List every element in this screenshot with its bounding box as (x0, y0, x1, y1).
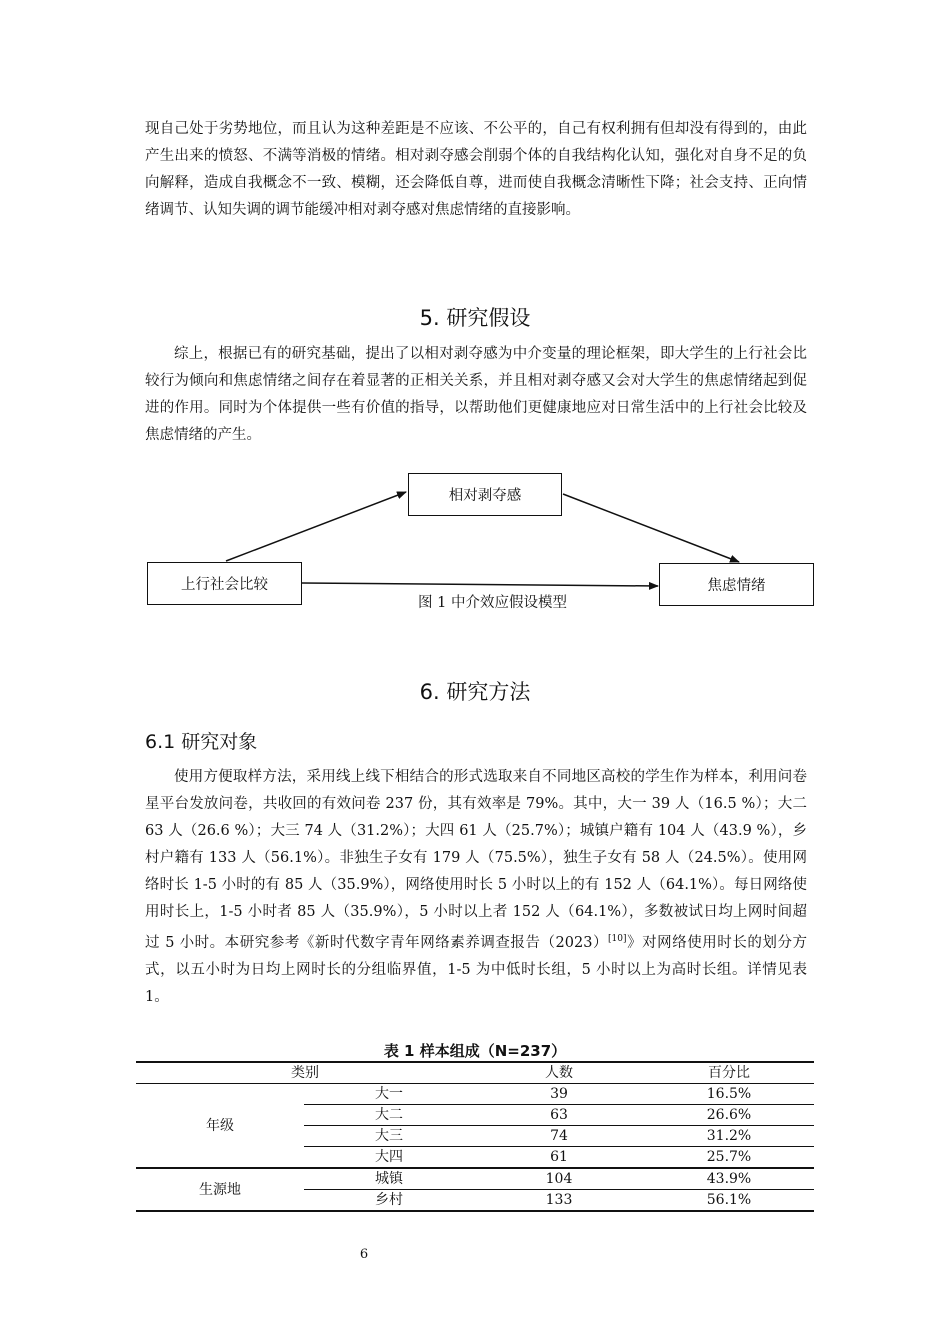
row-label: 大二 (304, 1105, 474, 1126)
table-header-row (136, 1062, 814, 1084)
row-percent: 26.6% (644, 1105, 814, 1126)
row-percent: 31.2% (644, 1126, 814, 1147)
group-label-grade: 年级 (206, 1117, 234, 1134)
row-label: 大四 (304, 1147, 474, 1169)
subsection-6-1-title: 6.1 研究对象 (145, 731, 258, 753)
row-count: 63 (474, 1105, 644, 1126)
independent-variable-label: 上行社会比较 (181, 577, 268, 593)
paragraph-text-before-citation: 使用方便取样方法，采用线上线下相结合的形式选取来自不同地区高校的学生作为样本，利用问卷星平台发放问卷，共收回的有效问卷 237 份，其有效率是 79%。其中，大一 39 人（16.5 %）；大二 63 人（26.6 %）；大三 74 人（31.2%）；大四 61 人（25.7%）；城镇户籍有 104 人（43.9 %），乡村户籍有 133 人（56.1%）。非独生子女有 179 人（75.5%），独生子女有 58 人（24.5%）。使用网络时长 1-5 小时的有 85 人（35.9%），网络使用时长 5 小时以上的有 152 人（64.1%）。每日网络使用时长上，1-5 小时者 85 人（35.9%），5 小时以上者 152 人（64.1%），多数被试日均上网时间超过 5 小时。本研究参考《新时代数字青年网络素养调查报告（2023） (145, 769, 807, 951)
arrow-mediator-to-dependent (563, 494, 739, 562)
row-label: 大三 (304, 1126, 474, 1147)
arrow-independent-to-dependent (302, 583, 658, 586)
dependent-variable-label: 焦虑情绪 (707, 578, 766, 594)
table-title: 表 1 样本组成（N=237） (383, 1042, 567, 1060)
row-percent: 16.5% (706, 1086, 752, 1102)
arrow-independent-to-mediator (226, 492, 406, 561)
group-label-origin: 生源地 (136, 1168, 304, 1211)
row-label: 大一 (375, 1086, 403, 1102)
row-label: 乡村 (304, 1190, 474, 1212)
mediator-label: 相对剥夺感 (448, 488, 522, 504)
row-percent: 25.7% (644, 1147, 814, 1169)
header-percent: 百分比 (644, 1062, 814, 1084)
mediation-diagram-arrows (0, 0, 950, 640)
row-count: 39 (550, 1086, 568, 1102)
sample-composition-table (136, 1061, 814, 1212)
row-count: 133 (474, 1190, 644, 1212)
table-row (136, 1084, 814, 1105)
citation-marker: [10] (608, 934, 627, 944)
section-5-paragraph: 综上，根据已有的研究基础，提出了以相对剥夺感为中介变量的理论框架，即大学生的上行社会比较行为倾向和焦虑情绪之间存在着显著的正相关关系，并且相对剥夺感又会对大学生的焦虑情绪起到促进的作用。同时为个体提供一些有价值的指导，以帮助他们更健康地应对日常生活中的上行社会比较及焦虑情绪的产生。 (145, 346, 807, 443)
header-count: 人数 (474, 1062, 644, 1084)
header-category: 类别 (136, 1062, 474, 1084)
section-6-1-paragraph (145, 764, 807, 1011)
row-count: 104 (474, 1168, 644, 1190)
section-6-title: 6. 研究方法 (419, 680, 531, 704)
section-5-title: 5. 研究假设 (419, 306, 531, 330)
row-percent: 56.1% (644, 1190, 814, 1212)
row-count: 74 (474, 1126, 644, 1147)
figure-caption: 图 1 中介效应假设模型 (418, 595, 567, 611)
row-count: 61 (474, 1147, 644, 1169)
row-percent: 43.9% (644, 1168, 814, 1190)
mediator-box (408, 473, 562, 516)
page-number: 6 (359, 1247, 369, 1262)
row-label: 城镇 (304, 1168, 474, 1190)
paragraph-text-after-citation: 》对网络使用时长的划分方式，以五小时为日均上网时长的分组临界值，1-5 为中低时长组，5 小时以上为高时长组。详情见表 1。 (145, 934, 808, 1005)
table-row (136, 1168, 814, 1190)
intro-paragraph: 现自己处于劣势地位，而且认为这种差距是不应该、不公平的，自己有权利拥有但却没有得到的，由此产生出来的愤怒、不满等消极的情绪。相对剥夺感会削弱个体的自我结构化认知，强化对自身不足的负向解释，造成自我概念不一致、模糊，还会降低自尊，进而使自我概念清晰性下降；社会支持、正向情绪调节、认知失调的调节能缓冲相对剥夺感对焦虑情绪的直接影响。 (145, 121, 807, 218)
